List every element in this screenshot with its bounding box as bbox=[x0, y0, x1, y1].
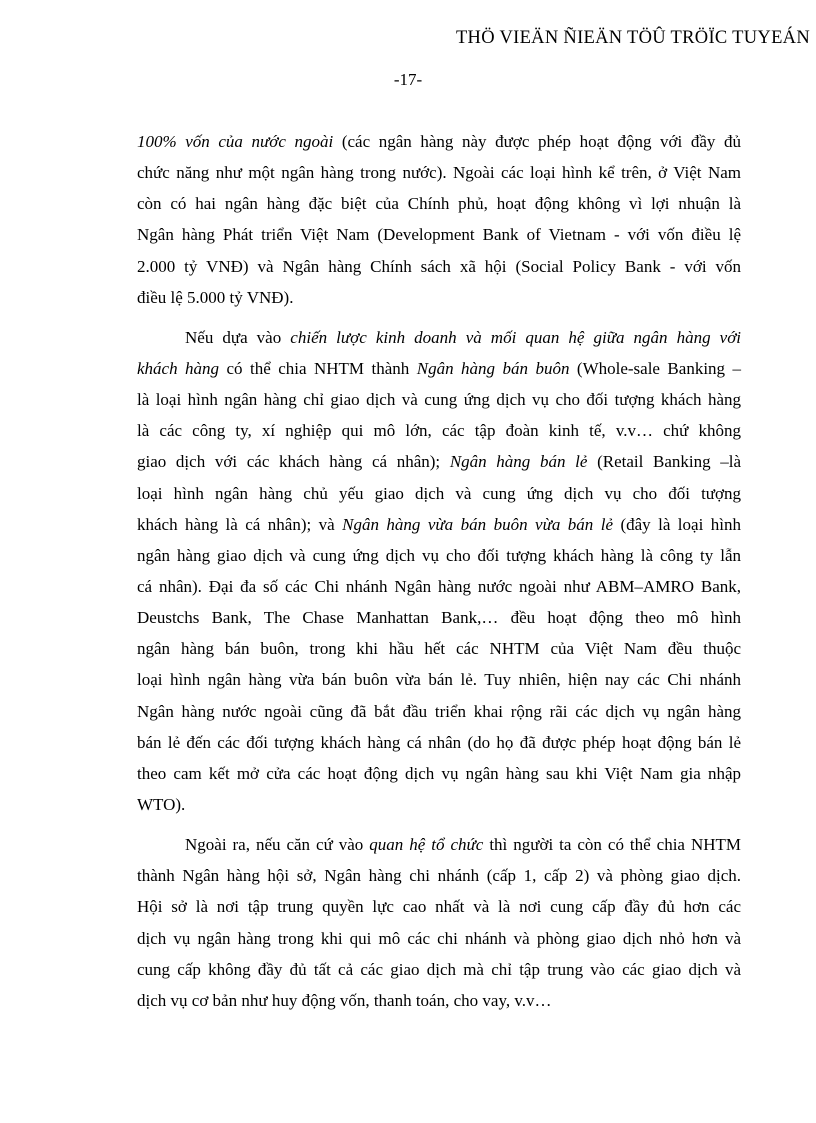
text-line bbox=[137, 727, 741, 758]
text-line bbox=[137, 954, 741, 985]
paragraph bbox=[137, 829, 741, 1016]
text-run: Deustchs Bank, The Chase Manhattan Bank,… đều hoạt động theo mô hình bbox=[137, 608, 741, 628]
text-line bbox=[137, 157, 741, 188]
text-line bbox=[137, 789, 741, 820]
text-run: WTO). bbox=[137, 794, 186, 814]
text-line bbox=[137, 126, 741, 157]
paragraph-gap bbox=[137, 313, 741, 322]
text-run: dịch vụ cơ bản như huy động vốn, thanh toán, cho vay, v.v… bbox=[137, 990, 552, 1010]
text-run: thành Ngân hàng hội sở, Ngân hàng chi nhánh (cấp 1, cấp 2) và phòng giao dịch. bbox=[137, 866, 741, 886]
text-line bbox=[137, 891, 741, 922]
text-line bbox=[137, 664, 741, 695]
italic-text: quan hệ tổ chức bbox=[369, 835, 484, 855]
text-line bbox=[137, 696, 741, 727]
text-line bbox=[137, 282, 741, 313]
text-line bbox=[137, 353, 741, 384]
text-line bbox=[137, 478, 741, 509]
text-run: chức năng như một ngân hàng trong nước). Ngoài các loại hình kể trên, ở Việt Nam bbox=[137, 163, 741, 183]
text-line bbox=[137, 384, 741, 415]
text-run: là loại hình ngân hàng chỉ giao dịch và cung ứng dịch vụ cho đối tượng khách hàng bbox=[137, 390, 741, 410]
text-run: bán lẻ đến các đối tượng khách hàng cá nhân (do họ đã được phép hoạt động bán lẻ bbox=[137, 732, 741, 752]
text-run: điều lệ 5.000 tỷ VNĐ). bbox=[137, 287, 294, 307]
text-line bbox=[137, 446, 741, 477]
text-line bbox=[137, 571, 741, 602]
text-run: (đây là loại hình bbox=[613, 514, 741, 534]
italic-text: Ngân hàng bán buôn bbox=[416, 358, 570, 378]
text-line bbox=[137, 509, 741, 540]
text-run: dịch vụ ngân hàng trong khi qui mô các chi nhánh và phòng giao dịch nhỏ hơn và bbox=[137, 928, 741, 948]
text-run: cá nhân). Đại đa số các Chi nhánh Ngân hàng nước ngoài như ABM–AMRO Bank, bbox=[137, 576, 741, 596]
text-line bbox=[137, 860, 741, 891]
text-line bbox=[137, 633, 741, 664]
italic-text: Ngân hàng bán lẻ bbox=[449, 452, 588, 472]
text-run: còn có hai ngân hàng đặc biệt của Chính phủ, hoạt động không vì lợi nhuận là bbox=[137, 194, 741, 214]
page-number: -17- bbox=[393, 70, 423, 89]
text-line bbox=[137, 188, 741, 219]
italic-text: 100% vốn của nước ngoài bbox=[137, 132, 334, 151]
text-run: 2.000 tỷ VNĐ) và Ngân hàng Chính sách xã hội (Social Policy Bank - với vốn bbox=[137, 256, 741, 276]
text-run: Hội sở là nơi tập trung quyền lực cao nhất và là nơi cung cấp đầy đủ hơn các bbox=[137, 897, 741, 917]
text-run: thì người ta còn có thể chia NHTM bbox=[483, 835, 741, 855]
text-line bbox=[137, 322, 741, 353]
text-run: Ngân hàng nước ngoài cũng đã bắt đầu triển khai rộng rãi các dịch vụ ngân hàng bbox=[137, 701, 741, 721]
text-run: theo cam kết mở cửa các hoạt động dịch vụ ngân hàng sau khi Việt Nam gia nhập bbox=[137, 763, 741, 783]
running-header: THÖ VIEÄN ÑIEÄN TÖÛ TRÖÏC TUYEÁN bbox=[455, 28, 810, 48]
text-run: loại hình ngân hàng vừa bán buôn vừa bán lẻ. Tuy nhiên, hiện nay các Chi nhánh bbox=[137, 670, 741, 690]
text-line bbox=[137, 758, 741, 789]
text-line bbox=[137, 251, 741, 282]
text-line bbox=[137, 415, 741, 446]
text-line bbox=[137, 219, 741, 250]
text-run: có thể chia NHTM thành bbox=[219, 358, 417, 378]
text-run: Nếu dựa vào bbox=[185, 327, 291, 347]
italic-text: Ngân hàng vừa bán buôn vừa bán lẻ bbox=[342, 514, 613, 534]
text-run: là các công ty, xí nghiệp qui mô lớn, các tập đoàn kinh tế, v.v… chứ không bbox=[137, 421, 741, 441]
italic-text: chiến lược kinh doanh và mối quan hệ giữa ngân hàng với bbox=[290, 327, 741, 347]
paragraph-gap bbox=[137, 820, 741, 829]
text-run: cung cấp không đầy đủ tất cả các giao dịch mà chỉ tập trung vào các giao dịch và bbox=[137, 959, 741, 979]
text-line bbox=[137, 829, 741, 860]
text-run: Ngân hàng Phát triển Việt Nam (Development Bank of Vietnam - với vốn điều lệ bbox=[137, 225, 741, 245]
text-line bbox=[137, 602, 741, 633]
paragraph bbox=[137, 322, 741, 820]
text-run: (các ngân hàng này được phép hoạt động với đầy đủ bbox=[333, 132, 741, 151]
text-run: (Whole-sale Banking – bbox=[569, 358, 741, 378]
text-run: (Retail Banking –là bbox=[587, 452, 742, 472]
text-run: giao dịch với các khách hàng cá nhân); bbox=[137, 452, 450, 472]
italic-text: khách hàng bbox=[137, 358, 220, 378]
text-line bbox=[137, 923, 741, 954]
text-run: ngân hàng bán buôn, trong khi hầu hết các NHTM của Việt Nam đều thuộc bbox=[137, 639, 741, 659]
text-line bbox=[137, 540, 741, 571]
text-run: Ngoài ra, nếu căn cứ vào bbox=[185, 835, 370, 855]
document-body bbox=[137, 126, 741, 1016]
text-line bbox=[137, 985, 741, 1016]
paragraph bbox=[137, 126, 741, 313]
text-run: khách hàng là cá nhân); và bbox=[137, 514, 343, 534]
text-run: ngân hàng giao dịch và cung ứng dịch vụ cho đối tượng khách hàng là công ty lẫn bbox=[137, 545, 741, 565]
text-run: loại hình ngân hàng chủ yếu giao dịch và cung ứng dịch vụ cho đối tượng bbox=[137, 483, 741, 503]
